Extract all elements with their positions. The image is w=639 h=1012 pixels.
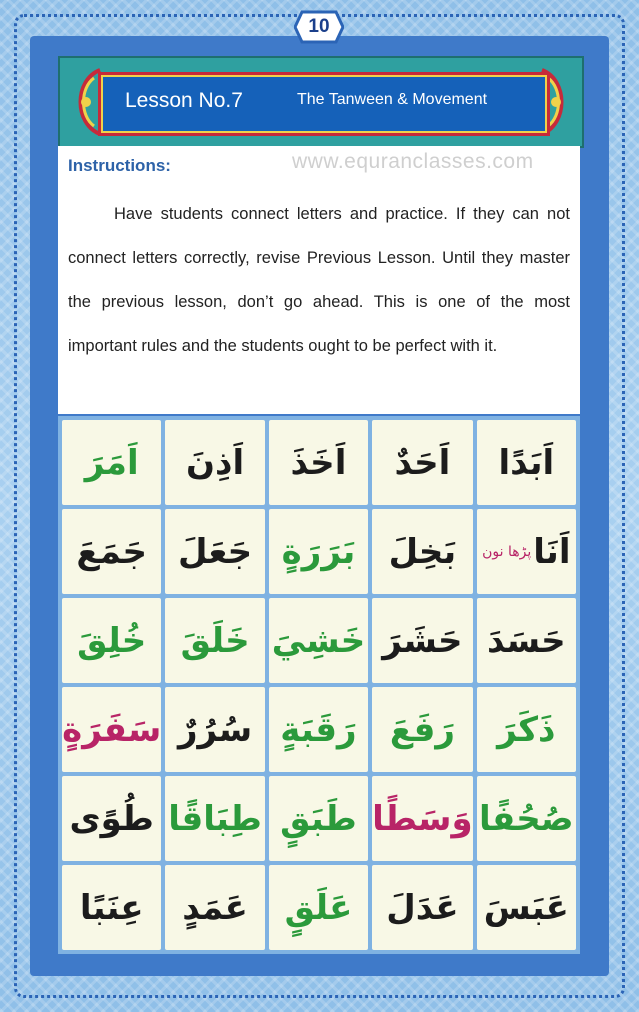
instructions-paragraph [68, 192, 570, 368]
lesson-banner [58, 56, 584, 148]
arabic-word: سَفَرَةٍ [62, 709, 162, 750]
word-cell [269, 687, 368, 772]
arabic-word: سُرُرٌ [177, 709, 253, 750]
arabic-word: طُوًى [69, 798, 154, 839]
word-cell [269, 598, 368, 683]
word-cell [477, 598, 576, 683]
word-cell [477, 509, 576, 594]
arabic-word: وَسَطًا [372, 798, 473, 839]
word-cell [269, 420, 368, 505]
page-number: 10 [308, 16, 330, 37]
arabic-word: عَدَلَ [386, 887, 459, 928]
page-number-badge [294, 10, 344, 44]
word-cell [165, 865, 264, 950]
arabic-word: اَذِنَ [186, 442, 245, 483]
word-cell [165, 687, 264, 772]
word-cell [372, 509, 472, 594]
word-cell [269, 865, 368, 950]
arabic-word: رَفَعَ [389, 709, 455, 750]
word-cell [165, 509, 264, 594]
word-cell [269, 776, 368, 861]
lesson-subtitle: The Tanween & Movement [297, 91, 488, 108]
word-cell [62, 776, 161, 861]
word-cell [269, 509, 368, 594]
arabic-word: اَخَذَ [290, 442, 347, 483]
word-cell [372, 687, 472, 772]
arabic-word: بَرَرَةٍ [281, 531, 356, 572]
arabic-word: جَعَلَ [178, 531, 253, 572]
instructions-label: Instructions: [68, 156, 171, 175]
word-cell [165, 776, 264, 861]
word-cell [372, 865, 472, 950]
arabic-word: خُلِقَ [77, 620, 147, 661]
word-annotation: پڑھا نون [482, 543, 532, 560]
word-cell [62, 865, 161, 950]
arabic-word: حَشَرَ [382, 620, 463, 661]
lesson-title: Lesson No.7 [125, 89, 243, 112]
word-cell [62, 687, 161, 772]
arabic-word: طَبَقٍ [280, 798, 357, 839]
arabic-word: اَمَرَ [84, 442, 139, 483]
arabic-word: صُحُفًا [479, 798, 574, 839]
arabic-word: ذَكَرَ [497, 709, 556, 750]
word-cell [477, 776, 576, 861]
arabic-word: خَشِيَ [271, 620, 366, 661]
arabic-word: عِنَبًا [79, 887, 144, 928]
arabic-word: حَسَدَ [486, 620, 566, 661]
word-cell [165, 420, 264, 505]
arabic-word: طِبَاقًا [168, 798, 262, 839]
word-cell [372, 776, 472, 861]
arabic-word: اَبَدًا [498, 442, 555, 483]
arabic-word: جَمَعَ [76, 531, 147, 572]
word-cell [477, 687, 576, 772]
banner-title-box [98, 72, 550, 136]
arabic-word: اَنَا [533, 531, 571, 572]
word-cell [477, 420, 576, 505]
arabic-word: بَخِلَ [388, 531, 457, 572]
arabic-word: عَمَدٍ [182, 887, 248, 928]
arabic-word: خَلَقَ [180, 620, 250, 661]
instructions-panel [58, 146, 580, 414]
arabic-word: عَلَقٍ [284, 887, 353, 928]
arabic-word: رَقَبَةٍ [280, 709, 357, 750]
arabic-word: عَبَسَ [483, 887, 569, 928]
word-cell [62, 509, 161, 594]
arabic-word: اَحَدٌ [394, 442, 451, 483]
word-cell [477, 865, 576, 950]
watermark: www.equranclasses.com [292, 150, 534, 173]
word-cell [372, 420, 472, 505]
word-cell [372, 598, 472, 683]
word-grid [58, 416, 580, 954]
word-cell [62, 598, 161, 683]
word-cell [62, 420, 161, 505]
word-cell [165, 598, 264, 683]
instructions-text: Have students connect letters and practice. If they can not connect letters correctly, revise Previous Lesson. Until they master the previous lesson, don’t go ahead. This is one of the most important rules and the students ought to be perfect with it. [68, 205, 570, 355]
